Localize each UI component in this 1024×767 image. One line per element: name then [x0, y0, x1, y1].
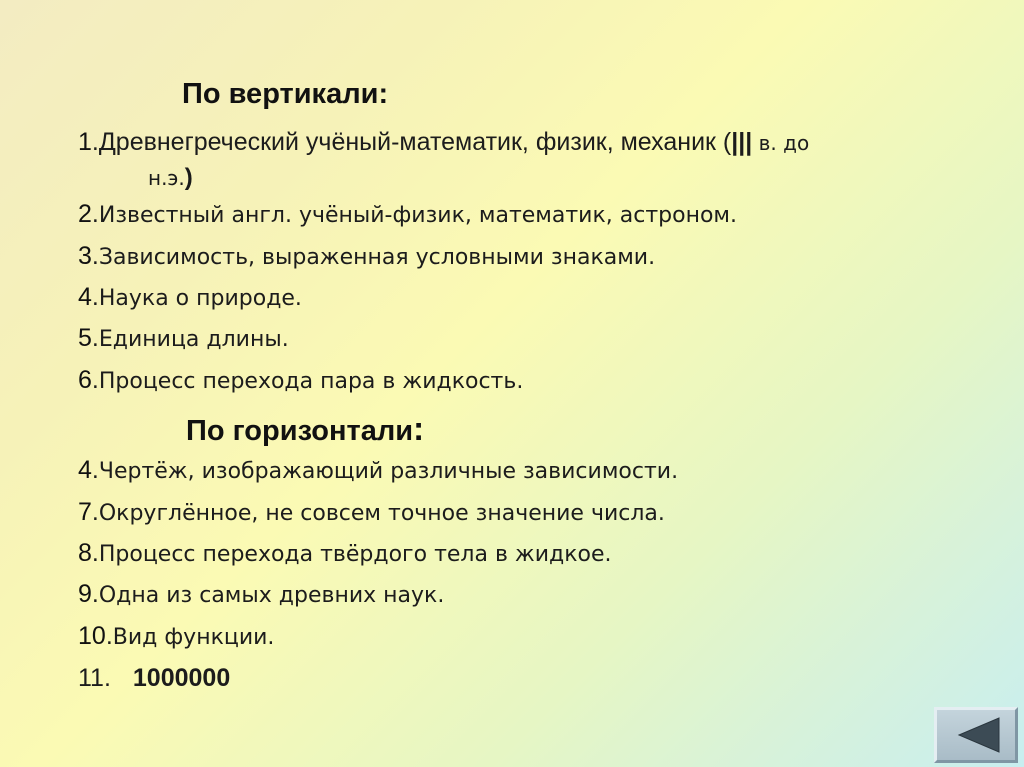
clue-text: Округлённое, не совсем точное значение числа.: [98, 501, 665, 526]
clue-number: 1: [78, 128, 92, 156]
heading-horizontal-colon: :: [413, 410, 425, 447]
clue-text: Одна из самых древних наук.: [98, 583, 445, 608]
clue-number: 4: [78, 456, 92, 484]
clue-vertical-4: 4.Наука о природе.: [78, 283, 302, 311]
clue-horizontal-11: [78, 660, 230, 696]
clue-horizontal-4: 4.Чертёж, изображающий различные зависимости.: [78, 456, 679, 484]
clue-number: 7: [78, 498, 92, 526]
clue-text: Наука о природе.: [98, 286, 302, 311]
clue-text: Процесс перехода твёрдого тела в жидкое.: [98, 542, 612, 567]
heading-horizontal-text: По горизонтали: [186, 415, 414, 447]
clue-horizontal-8: 8.Процесс перехода твёрдого тела в жидкое.: [78, 539, 612, 567]
clue-value: 1000000: [132, 664, 231, 692]
clue-number: 6: [78, 366, 92, 394]
clue-vertical-5: 5.Единица длины.: [78, 324, 289, 352]
clue-vertical-1-continuation: [148, 160, 193, 196]
clue-horizontal-10: 10.Вид функции.: [78, 622, 275, 650]
clue-text: Зависимость, выраженная условными знаками.: [98, 245, 656, 270]
clue-number: 9: [78, 580, 92, 608]
clue-text-continuation: н.э.: [148, 166, 185, 190]
clue-number: 11.: [78, 664, 111, 692]
heading-horizontal: [186, 410, 424, 448]
clue-number: 8: [78, 539, 92, 567]
clue-number: 3: [78, 242, 92, 270]
clue-text: Процесс перехода пара в жидкость.: [98, 369, 524, 394]
clue-text: Чертёж, изображающий различные зависимости.: [98, 459, 679, 484]
heading-vertical: [182, 78, 388, 111]
clue-vertical-1: 1.Древнегреческий учёный-математик, физик, механик (||| в. до: [78, 128, 810, 156]
clue-number: 2: [78, 200, 92, 228]
clue-horizontal-7: 7.Округлённое, не совсем точное значение числа.: [78, 498, 665, 526]
clue-horizontal-9: 9.Одна из самых древних наук.: [78, 580, 445, 608]
clue-text: Единица длины.: [98, 327, 289, 352]
clue-text: Известный англ. учёный-физик, математик, астроном.: [98, 203, 738, 228]
clue-close-paren: ): [184, 164, 193, 191]
triangle-left-icon: [937, 710, 1015, 760]
clue-number: 5: [78, 324, 92, 352]
clue-roman-numeral: |||: [731, 128, 753, 156]
clue-number: 10: [78, 622, 106, 650]
clue-vertical-3: 3.Зависимость, выраженная условными знаками.: [78, 242, 656, 270]
back-button[interactable]: [934, 707, 1018, 763]
heading-vertical-text: По вертикали:: [182, 78, 389, 110]
clue-text: Древнегреческий учёный-математик, физик, механик (: [98, 128, 732, 156]
clue-number: 4: [78, 283, 92, 311]
clue-text-tail: в. до: [752, 131, 810, 155]
clue-text: Вид функции.: [112, 625, 275, 650]
clue-vertical-6: 6.Процесс перехода пара в жидкость.: [78, 366, 524, 394]
clue-vertical-2: 2.Известный англ. учёный-физик, математик, астроном.: [78, 200, 738, 228]
